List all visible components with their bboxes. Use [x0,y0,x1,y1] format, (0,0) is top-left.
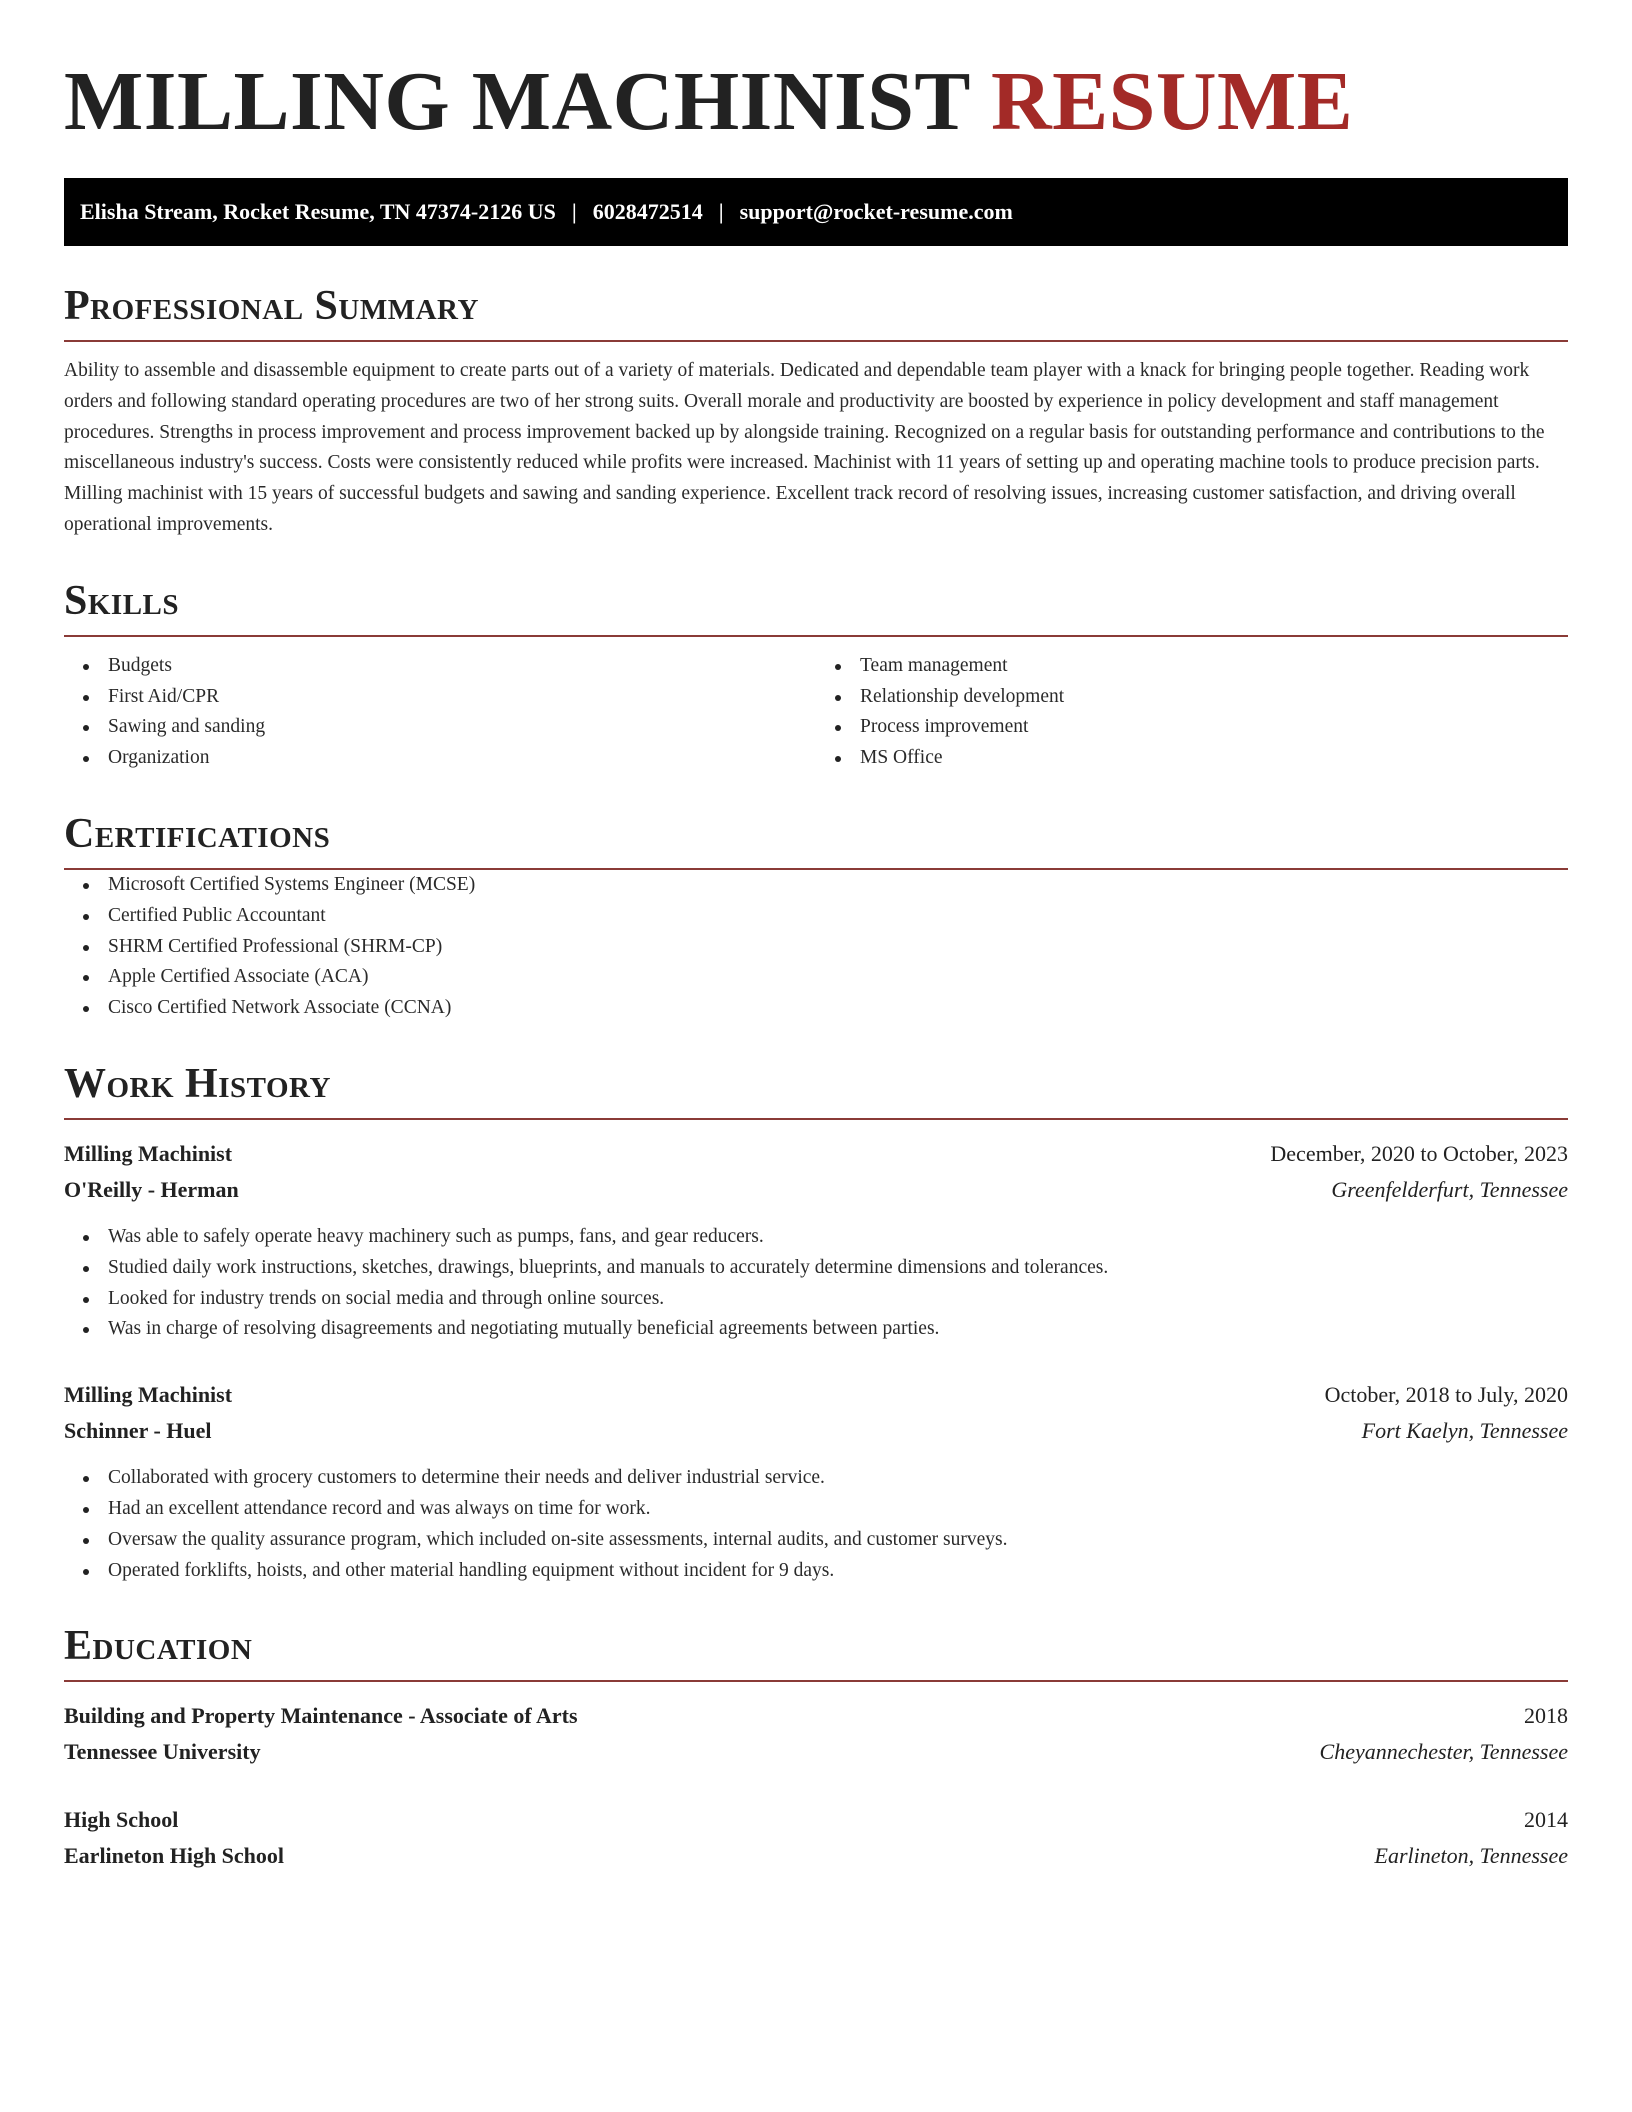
education-school: Tennessee University [64,1739,261,1765]
certification-item: Cisco Certified Network Associate (CCNA) [64,993,1568,1024]
job-title: Milling Machinist [64,1382,233,1408]
job-company-row [64,1172,1568,1208]
job-company-row [64,1413,1568,1449]
contact-separator: | [571,199,577,224]
education-degree: High School [64,1807,179,1833]
education-entry [64,1698,1568,1770]
job-duty: Operated forklifts, hoists, and other material handling equipment without incident for 9 days. [64,1556,1568,1587]
education-heading: Education [64,1622,1568,1682]
certifications-list [64,870,1568,1024]
skills-right-list [816,651,1568,774]
job-title-row [64,1136,1568,1172]
skills-grid [64,651,1568,774]
education-degree-row [64,1698,1568,1734]
summary-text: Ability to assemble and disassemble equipment to create parts out of a variety of materials. Dedicated and dependable team player with a knack for bringing people together. Reading work orders and following standard operating procedures are two of her strong suits. Overall morale and productivity are boosted by experience in policy development and staff management procedures. Strengths in process improvement and process improvement backed up by alongside training. Recognized on a regular basis for outstanding performance and contributions to the miscellaneous industry's success. Costs were consistently reduced while profits were increased. Machinist with 11 years of setting up and operating machine tools to produce precision parts. Milling machinist with 15 years of successful budgets and sawing and sanding experience. Excellent track record of resolving issues, increasing customer satisfaction, and driving overall operational improvements. [64,360,1545,535]
skill-item: Organization [64,743,816,774]
summary-section [64,282,1568,541]
job-duty: Had an excellent attendance record and was always on time for work. [64,1494,1568,1525]
job-dates: December, 2020 to October, 2023 [1270,1140,1568,1166]
skill-item: Budgets [64,651,816,682]
education-location: Cheyannechester, Tennessee [1319,1739,1568,1765]
certification-item: Apple Certified Associate (ACA) [64,962,1568,993]
certification-item: SHRM Certified Professional (SHRM-CP) [64,932,1568,963]
skills-left-list [64,651,816,774]
contact-bar [64,178,1568,246]
skills-section [64,577,1568,774]
job-entry [64,1377,1568,1586]
title-accent: RESUME [990,55,1354,148]
certification-item: Certified Public Accountant [64,901,1568,932]
job-duty: Oversaw the quality assurance program, which included on-site assessments, internal audits, and customer surveys. [64,1525,1568,1556]
summary-heading: Professional Summary [64,282,1568,342]
title-main: MILLING MACHINIST [64,55,970,148]
job-location: Fort Kaelyn, Tennessee [1361,1418,1568,1444]
job-location: Greenfelderfurt, Tennessee [1331,1176,1568,1202]
skills-heading: Skills [64,577,1568,637]
education-year: 2014 [1524,1807,1568,1833]
education-entry [64,1802,1568,1874]
job-duty: Collaborated with grocery customers to determine their needs and deliver industrial service. [64,1463,1568,1494]
education-section [64,1622,1568,1874]
job-title-row [64,1377,1568,1413]
contact-email: support@rocket-resume.com [739,199,1013,224]
education-degree: Building and Property Maintenance - Associate of Arts [64,1703,578,1729]
job-entry [64,1136,1568,1345]
education-degree-row [64,1802,1568,1838]
certifications-heading: Certifications [64,810,1568,870]
skill-item: MS Office [816,743,1568,774]
skill-item: Sawing and sanding [64,712,816,743]
education-year: 2018 [1524,1703,1568,1729]
skill-item: Relationship development [816,682,1568,713]
job-company: O'Reilly - Herman [64,1176,239,1202]
job-title: Milling Machinist [64,1140,233,1166]
education-school: Earlineton High School [64,1843,285,1869]
job-duties-list [64,1222,1568,1345]
job-duty: Was in charge of resolving disagreements and negotiating mutually beneficial agreements between parties. [64,1314,1568,1345]
work-history-heading: Work History [64,1060,1568,1120]
job-duty: Looked for industry trends on social media and through online sources. [64,1284,1568,1315]
job-dates: October, 2018 to July, 2020 [1324,1382,1568,1408]
certification-item: Microsoft Certified Systems Engineer (MCSE) [64,870,1568,901]
job-duty: Studied daily work instructions, sketches, drawings, blueprints, and manuals to accurately determine dimensions and tolerances. [64,1253,1568,1284]
education-school-row [64,1838,1568,1874]
job-duties-list [64,1463,1568,1586]
contact-separator: | [718,199,724,224]
skill-item: Process improvement [816,712,1568,743]
contact-address: Elisha Stream, Rocket Resume, TN 47374-2126 US [80,199,556,224]
contact-phone: 6028472514 [592,199,703,224]
certifications-section [64,810,1568,1024]
resume-title [64,52,1568,152]
job-duty: Was able to safely operate heavy machinery such as pumps, fans, and gear reducers. [64,1222,1568,1253]
work-history-section [64,1060,1568,1586]
job-company: Schinner - Huel [64,1418,212,1444]
skill-item: Team management [816,651,1568,682]
skill-item: First Aid/CPR [64,682,816,713]
education-location: Earlineton, Tennessee [1374,1843,1568,1869]
education-school-row [64,1734,1568,1770]
